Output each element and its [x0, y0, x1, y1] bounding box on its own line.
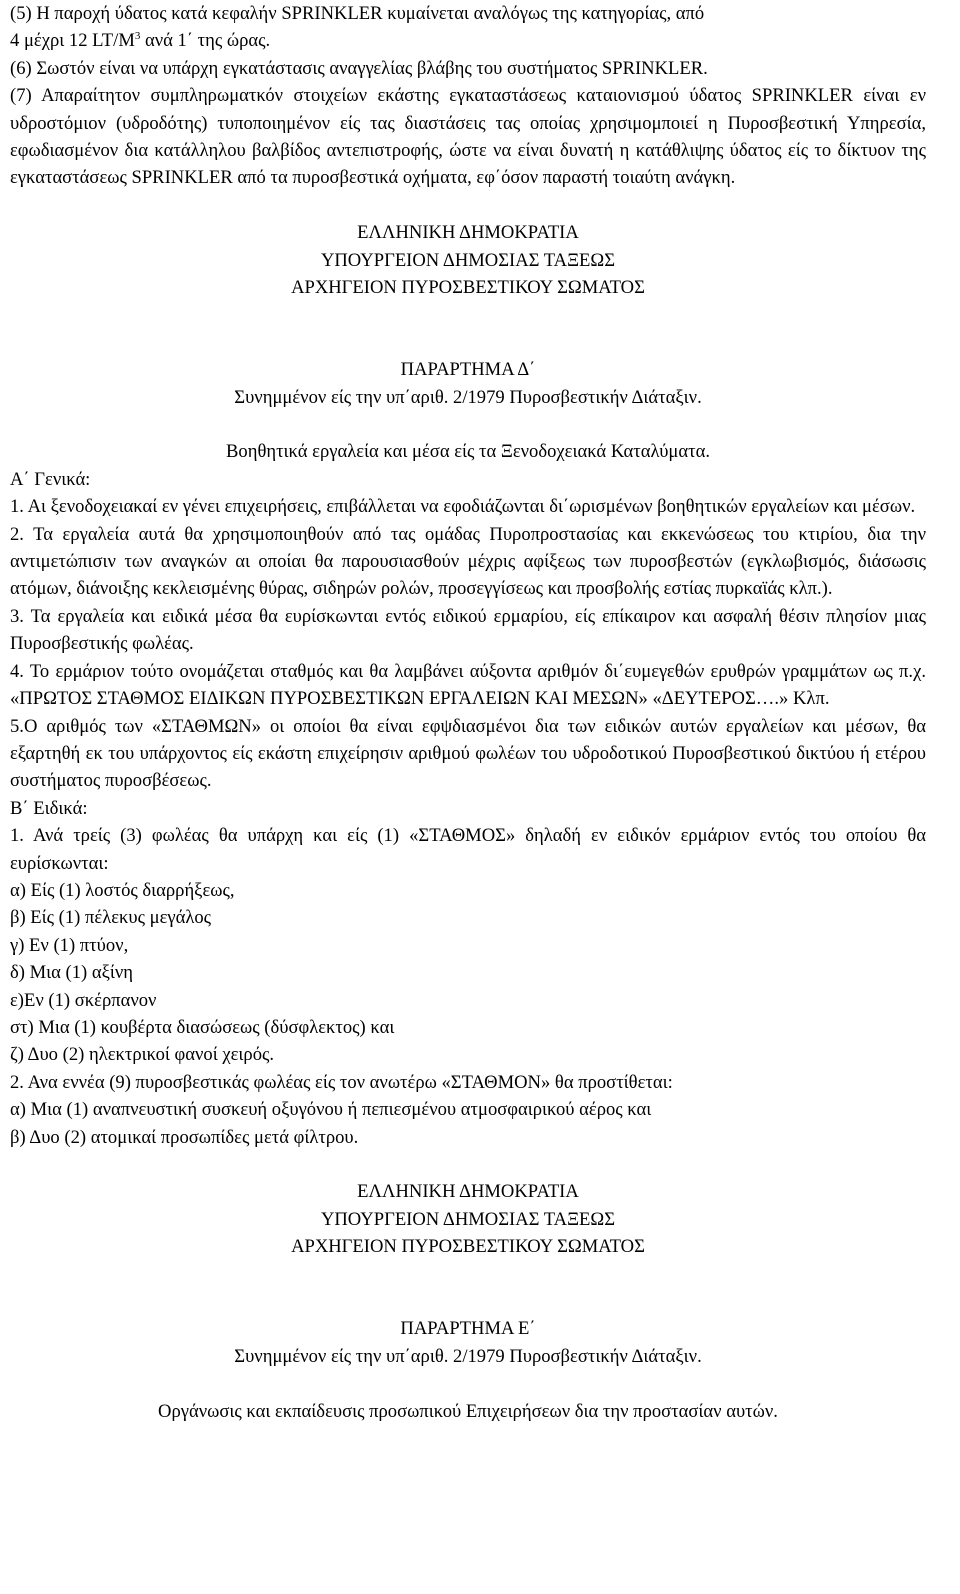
equipment-list-item: στ) Μια (1) κουβέρτα διασώσεως (δύσφλεκτος) και: [10, 1016, 395, 1038]
section-a-item-1: 1. Αι ξενοδοχειακαί εν γένει επιχειρήσεις, επιβάλλεται να εφοδιάζωνται δι΄ωρισμένων βοηθητικών εργαλείων και μέσων.: [10, 496, 916, 518]
paragraph-5-line-2: [10, 27, 926, 54]
section-a-item-4: 4. Το ερμάριον τούτο ονομάζεται σταθμός και θα λαμβάνει αύξοντα αριθμόν δι΄ευμεγεθών ερυθρών γραμμάτων ως π.χ. «ΠΡΩΤΟΣ ΣΤΑΘΜΟΣ ΕΙΔΙΚΩΝ ΠΥΡΟΣΒΕΣΤΙΚΩΝ ΕΡΓΑΛΕΙΩΝ ΚΑΙ ΜΕΣΩΝ» «ΔΕΥΤΕΡΟΣ….» Κλπ.: [10, 660, 926, 710]
headquarters-title: ΑΡΧΗΓΕΙΟΝ ΠΥΡΟΣΒΕΣΤΙΚΟΥ ΣΩΜΑΤΟΣ: [291, 1236, 645, 1258]
equipment-list-item: γ) Εν (1) πτύον,: [10, 934, 129, 956]
equipment-list-item: δ) Μια (1) αξίνη: [10, 962, 134, 984]
annex-title: ΠΑΡΑΡΤΗΜΑ Ε΄: [400, 1318, 536, 1340]
section-a-item-3: 3. Τα εργαλεία και ειδικά μέσα θα ευρίσκωνται εντός ειδικού ερμαρίου, είς επίκαιρον και ασφαλή θέσιν πλησίον μιας Πυροσβεστικής φωλέας.: [10, 605, 926, 655]
superscript-exponent: 3: [134, 30, 141, 43]
section-a-general: [10, 466, 926, 795]
section-b-specific: [10, 795, 926, 1151]
header-block-annex-d: [10, 219, 926, 466]
flow-rate-text: 4 μέχρι 12 LT/M: [10, 30, 135, 52]
equipment-list-item: α) Μια (1) αναπνευστική συσκευή οξυγόνου ή πεπιεσμένου ατμοσφαιρικού αέρος και: [10, 1099, 652, 1121]
paragraph-5-line-1: (5) Η παροχή ύδατος κατά κεφαλήν SPRINKLER κυμαίνεται αναλόγως της κατηγορίας, από: [10, 3, 705, 24]
annex-reference: Συνημμένον είς την υπ΄αριθ. 2/1979 Πυροσβεστικήν Διάταξιν.: [234, 1345, 702, 1367]
section-a-item-5: 5.Ο αριθμός των «ΣΤΑΘΜΩΝ» οι οποίοι θα είναι εφψδιασμένοι δια των ειδικών αυτών εργαλείων και μέσων, θα εξαρτηθή εκ του υπάρχοντος είς εκάστη επιχείρησιν αριθμού φωλέων του υδροδοτικού Πυροσβεστικού δικτύου ή ετέρου συστήματος πυροσβέσεως.: [10, 715, 926, 792]
section-b-heading: Β΄ Ειδικά:: [10, 797, 88, 819]
equipment-list-item: β) Δυο (2) ατομικαί προσωπίδες μετά φίλτρου.: [10, 1126, 359, 1148]
flow-rate-unit-text: ανά 1΄ της ώρας.: [140, 30, 271, 52]
headquarters-title: ΑΡΧΗΓΕΙΟΝ ΠΥΡΟΣΒΕΣΤΙΚΟΥ ΣΩΜΑΤΟΣ: [291, 277, 645, 299]
section-b-item-1: 1. Ανά τρείς (3) φωλέας θα υπάρχη και είς (1) «ΣΤΑΘΜΟΣ» δηλαδή εν ειδικόν ερμάριον εντός του οποίου θα ευρίσκωνται:: [10, 825, 926, 874]
equipment-list-item: ε)Εν (1) σκέρπανον: [10, 989, 157, 1011]
ministry-title: ΥΠΟΥΡΓΕΙΟΝ ΔΗΜΟΣΙΑΣ ΤΑΞΕΩΣ: [320, 1208, 616, 1230]
annex-subject: Οργάνωσις και εκπαίδευσις προσωπικού Επιχειρήσεων δια την προστασίαν αυτών.: [158, 1400, 778, 1422]
annex-subject: Βοηθητικά εργαλεία και μέσα είς τα Ξενοδοχειακά Καταλύματα.: [226, 441, 710, 463]
section-a-heading: Α΄ Γενικά:: [10, 468, 91, 490]
annex-title: ΠΑΡΑΡΤΗΜΑ Δ΄: [400, 359, 536, 381]
equipment-list-item: α) Είς (1) λοστός διαρρήξεως,: [10, 879, 235, 901]
header-block-annex-e: [10, 1178, 926, 1425]
annex-reference: Συνημμένον είς την υπ΄αριθ. 2/1979 Πυροσβεστικήν Διάταξιν.: [234, 386, 702, 408]
paragraph-6: (6) Σωστόν είναι να υπάρχη εγκατάστασις αναγγελίας βλάβης του συστήματος SPRINKLER.: [10, 57, 708, 79]
section-b-item-2: 2. Ανα εννέα (9) πυροσβεστικάς φωλέας είς τον ανωτέρω «ΣΤΑΘΜΟΝ» θα προστίθεται:: [10, 1071, 673, 1093]
country-title: ΕΛΛΗΝΙΚΗ ΔΗΜΟΚΡΑΤΙΑ: [357, 1181, 579, 1203]
country-title: ΕΛΛΗΝΙΚΗ ΔΗΜΟΚΡΑΤΙΑ: [357, 222, 579, 244]
paragraph-7: (7) Απαραίτητον συμπληρωματκόν στοιχείων εκάστης εγκαταστάσεως καταιονισμού ύδατος SPRINKLER είναι εν υδροστόμιον (υδροδότης) τυποποιημένον είς τας διαστάσεις τας οποίας χρησιμομποιεί η Πυροσβεστική Υπηρεσία, εφωδιασμένον δια κατάλληλου βαλβίδος αντεπιστροφής, ώστε να είναι δυνατή η κατάθλιψης ύδατος είς το δίκτυον της εγκαταστάσεως SPRINKLER από τα πυροσβεστικά οχήματα, εφ΄όσον παραστή τοιαύτη ανάγκη.: [10, 85, 926, 189]
section-a-item-2: 2. Τα εργαλεία αυτά θα χρησιμοποιηθούν από τας ομάδας Πυροπροστασίας και εκκενώσεως του κτιρίου, δια την αντιμετώπισιν των αναγκών αι οποίαι θα παρουσιασθούν μέχρις αφίξεως των πυροσβεστών (εγκλωβισμός, διάσωσις ατόμων, διάνοιξης κεκλεισμένης θύρας, σιδηρών ρολών, προσεγγίσεως και προσβολής εστίας πυρκαϊάς κλπ.).: [10, 523, 926, 600]
ministry-title: ΥΠΟΥΡΓΕΙΟΝ ΔΗΜΟΣΙΑΣ ΤΑΞΕΩΣ: [320, 249, 616, 271]
equipment-list-item: β) Είς (1) πέλεκυς μεγάλος: [10, 907, 212, 929]
equipment-list-item: ζ) Δυο (2) ηλεκτρικοί φανοί χειρός.: [10, 1044, 275, 1066]
